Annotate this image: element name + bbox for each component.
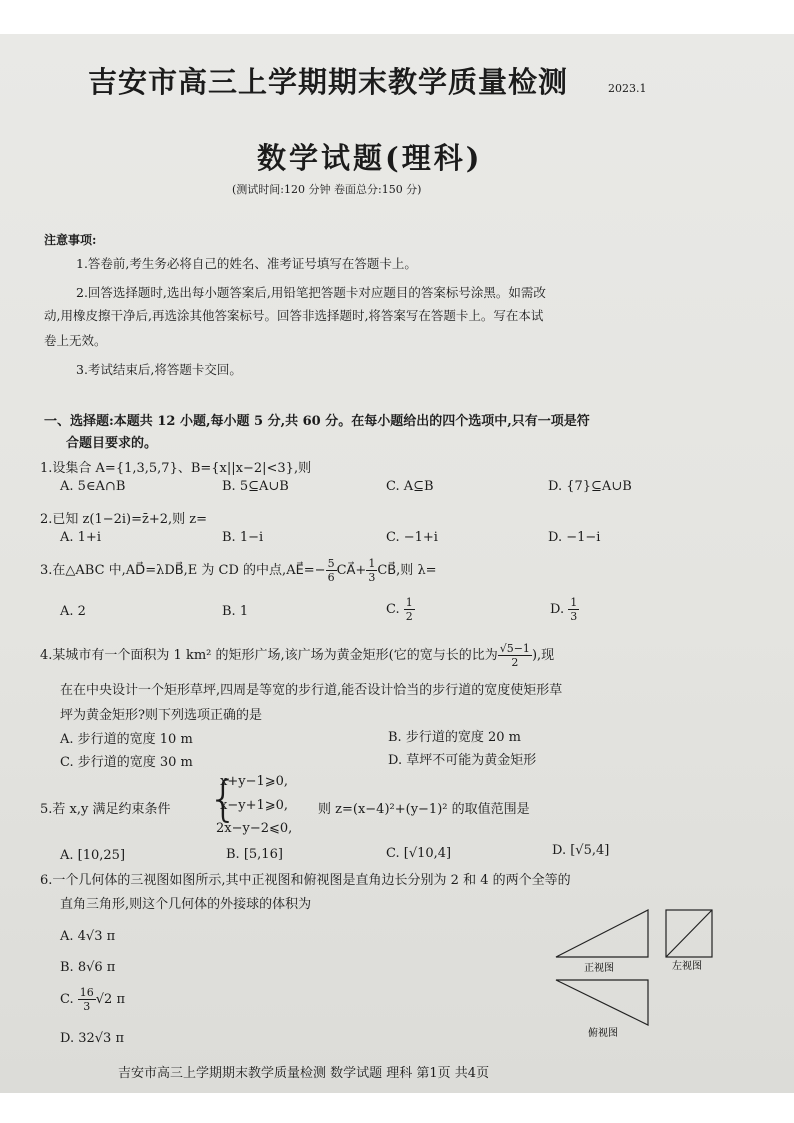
question-4-line-1 xyxy=(40,642,554,669)
q3-option-c-label: C. xyxy=(386,602,400,617)
q5-option-c: C. [√10,4] xyxy=(386,846,452,861)
q6-option-c-fraction xyxy=(78,986,96,1013)
exam-date: 2023.1 xyxy=(608,82,647,95)
q3-option-b: B. 1 xyxy=(222,604,249,619)
q3-c-den: 2 xyxy=(405,610,413,623)
q1-option-a: A. 5∈A∩B xyxy=(60,479,126,494)
q3-option-c xyxy=(386,596,415,623)
q5-constraint-3: 2x−y−2⩽0, xyxy=(216,821,293,836)
q3-option-a: A. 2 xyxy=(60,604,86,619)
question-4-line-3: 坪为黄金矩形?则下列选项正确的是 xyxy=(60,708,262,723)
q3-f2-num: 1 xyxy=(368,557,376,570)
q6-c-num: 16 xyxy=(79,986,94,999)
q4-line-1-b: ),现 xyxy=(531,648,555,663)
question-3-stem xyxy=(40,557,437,584)
front-view-triangle xyxy=(556,910,648,957)
q2-option-a: A. 1+i xyxy=(60,530,101,545)
q3-d-den: 3 xyxy=(570,610,578,623)
q6-option-b: B. 8√6 π xyxy=(60,960,116,975)
top-view-label: 俯视图 xyxy=(588,1028,618,1039)
q3-f2-den: 3 xyxy=(368,571,376,584)
left-view-label: 左视图 xyxy=(672,961,702,972)
notice-title: 注意事项: xyxy=(44,233,97,247)
top-view-triangle xyxy=(556,980,648,1025)
q3-c-num: 1 xyxy=(405,596,413,609)
q5-option-d: D. [√5,4] xyxy=(552,843,610,858)
front-view-label: 正视图 xyxy=(584,963,614,974)
notice-item-3: 3.考试结束后,将答题卡交回。 xyxy=(76,362,242,377)
question-2-stem: 2.已知 z(1−2i)=z̄+2,则 z= xyxy=(40,512,208,527)
exam-info: (测试时间:120 分钟 卷面总分:150 分) xyxy=(232,183,422,196)
q4-option-b: B. 步行道的宽度 20 m xyxy=(388,730,521,745)
q3-option-d-fraction xyxy=(568,596,579,623)
q6-option-c xyxy=(60,986,125,1013)
q1-option-d: D. {7}⊆A∪B xyxy=(548,479,632,494)
q4-option-a: A. 步行道的宽度 10 m xyxy=(60,732,193,747)
q5-constraint-1: x+y−1⩾0, xyxy=(220,774,289,789)
q6-option-d: D. 32√3 π xyxy=(60,1031,124,1046)
q3-fraction-2 xyxy=(366,557,377,584)
q4-option-d: D. 草坪不可能为黄金矩形 xyxy=(388,753,537,768)
notice-item-2-end: 卷上无效。 xyxy=(44,333,107,348)
q4-ratio-den: 2 xyxy=(511,656,519,669)
section-heading-cont: 合题目要求的。 xyxy=(66,436,158,451)
q4-option-c: C. 步行道的宽度 30 m xyxy=(60,755,193,770)
q3-f1-den: 6 xyxy=(327,571,335,584)
question-5-lead: 5.若 x,y 满足约束条件 xyxy=(40,802,171,817)
q1-option-b: B. 5⊆A∪B xyxy=(222,479,289,494)
notice-item-2: 2.回答选择题时,选出每小题答案后,用铅笔把答题卡对应题目的答案标号涂黑。如需改 xyxy=(76,285,546,300)
q1-option-c: C. A⊆B xyxy=(386,479,434,494)
q3-stem-part-a: 3.在△ABC 中,AD⃗=λDB⃗,E 为 CD 的中点,AE⃗=− xyxy=(40,563,326,578)
q3-option-d xyxy=(550,596,579,623)
subject-title: 数学试题(理科) xyxy=(257,141,483,175)
page-footer: 吉安市高三上学期期末教学质量检测 数学试题 理科 第1页 共4页 xyxy=(118,1066,490,1081)
q2-option-c: C. −1+i xyxy=(386,530,438,545)
brace-icon: { xyxy=(208,771,239,827)
three-view-figure xyxy=(548,902,728,1042)
q3-stem-mid: CA⃗+ xyxy=(336,563,367,578)
question-4-line-2: 在在中央设计一个矩形草坪,四周是等宽的步行道,能否设计恰当的步行道的宽度使矩形草 xyxy=(60,683,563,698)
q6-option-a: A. 4√3 π xyxy=(60,929,116,944)
q6-option-c-label: C. xyxy=(60,992,74,1007)
question-6-line-1: 6.一个几何体的三视图如图所示,其中正视图和俯视图是直角边长分别为 2 和 4 的两个全等的 xyxy=(40,873,571,888)
question-1-stem: 1.设集合 A={1,3,5,7}、B={x||x−2|<3},则 xyxy=(40,461,312,476)
q3-fraction-1 xyxy=(326,557,337,584)
q2-option-d: D. −1−i xyxy=(548,530,601,545)
q5-constraint-2: x−y+1⩾0, xyxy=(220,798,289,813)
question-5-tail: 则 z=(x−4)²+(y−1)² 的取值范围是 xyxy=(318,802,530,817)
q3-f1-num: 5 xyxy=(327,557,335,570)
q4-line-1-a: 4.某城市有一个面积为 1 km² 的矩形广场,该广场为黄金矩形(它的宽与长的比为 xyxy=(40,648,498,663)
q5-option-b: B. [5,16] xyxy=(226,847,283,862)
q5-option-a: A. [10,25] xyxy=(60,848,126,863)
q4-ratio-fraction xyxy=(498,642,532,669)
q3-option-c-fraction xyxy=(404,596,415,623)
q3-d-num: 1 xyxy=(570,596,578,609)
question-6-line-2: 直角三角形,则这个几何体的外接球的体积为 xyxy=(60,897,312,912)
q6-c-den: 3 xyxy=(83,1000,91,1013)
q3-stem-part-b: CB⃗,则 λ= xyxy=(377,563,437,578)
section-heading: 一、选择题:本题共 12 小题,每小题 5 分,共 60 分。在每小题给出的四个选项中,只有一项是符 xyxy=(44,414,590,429)
q3-option-d-label: D. xyxy=(550,602,565,617)
q6-option-c-tail: √2 π xyxy=(95,992,125,1007)
q4-ratio-num: √5−1 xyxy=(499,642,530,655)
notice-item-1: 1.答卷前,考生务必将自己的姓名、准考证号填写在答题卡上。 xyxy=(76,256,417,271)
left-view-diagonal xyxy=(666,910,712,957)
q2-option-b: B. 1−i xyxy=(222,530,264,545)
main-title: 吉安市高三上学期期末教学质量检测 xyxy=(88,65,569,99)
notice-item-2-cont: 动,用橡皮擦干净后,再选涂其他答案标号。回答非选择题时,将答案写在答题卡上。写在本试 xyxy=(44,308,544,323)
